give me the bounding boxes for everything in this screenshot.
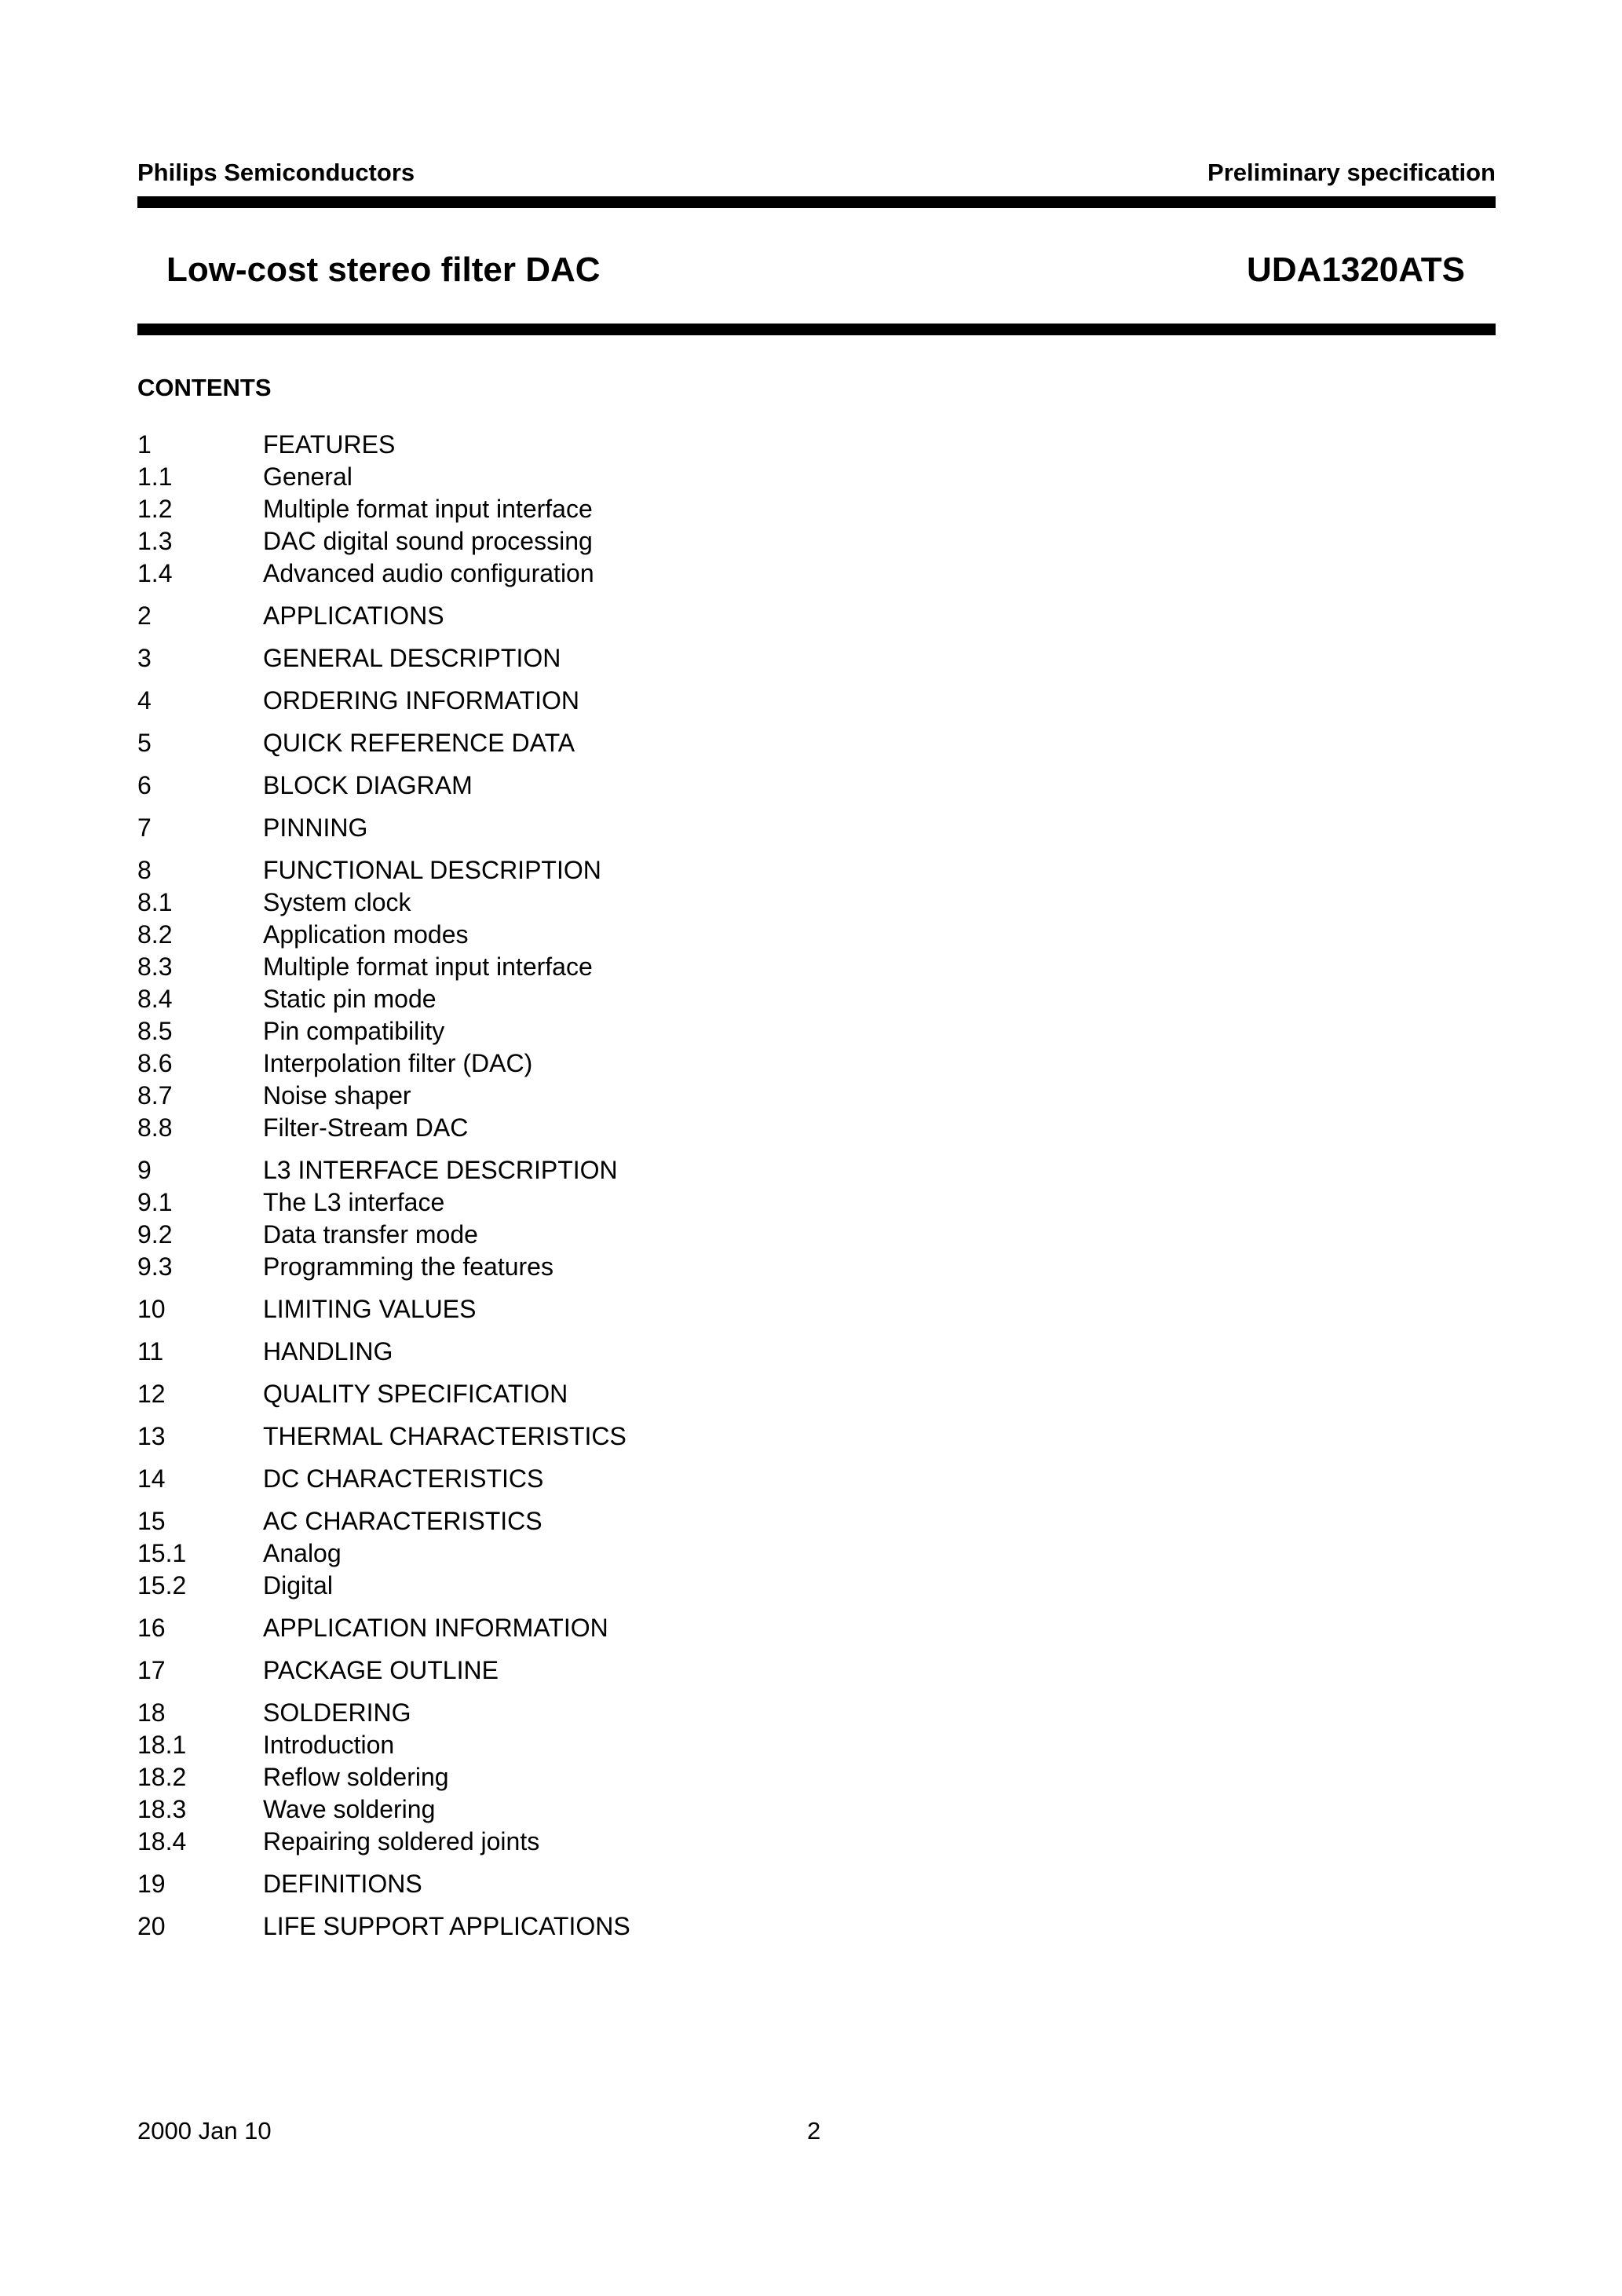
footer-date: 2000 Jan 10 xyxy=(137,2117,272,2144)
toc-entry-title: LIMITING VALUES xyxy=(263,1295,477,1323)
toc-entry-title: Static pin mode xyxy=(263,985,437,1013)
toc-entry-title: System clock xyxy=(263,888,411,916)
toc-entry-title: FUNCTIONAL DESCRIPTION xyxy=(263,856,601,884)
toc-entry-title: LIFE SUPPORT APPLICATIONS xyxy=(263,1912,630,1940)
toc-entry xyxy=(137,1826,1080,1858)
toc-entry-number: 9.2 xyxy=(137,1220,173,1249)
toc-entry xyxy=(137,642,1080,675)
toc-entry-number: 8.5 xyxy=(137,1017,173,1045)
toc-entry xyxy=(137,983,1080,1015)
toc-entry-title: Pin compatibility xyxy=(263,1017,445,1045)
toc-entry xyxy=(137,461,1080,493)
toc-entry xyxy=(137,1293,1080,1325)
toc-entry-title: QUALITY SPECIFICATION xyxy=(263,1380,568,1408)
toc-entry-title: Analog xyxy=(263,1539,342,1567)
toc-entry-number: 1.4 xyxy=(137,559,173,587)
toc-entry xyxy=(137,1654,1080,1687)
toc-entry-title: Data transfer mode xyxy=(263,1220,478,1249)
toc-entry xyxy=(137,1793,1080,1826)
toc-entry-number: 18.1 xyxy=(137,1731,187,1759)
toc-entry-title: APPLICATION INFORMATION xyxy=(263,1614,608,1642)
toc-entry-number: 10 xyxy=(137,1295,166,1323)
toc-entry xyxy=(137,1729,1080,1761)
toc-entry-number: 1.1 xyxy=(137,462,173,491)
toc-entry-title: FEATURES xyxy=(263,430,396,459)
toc-entry-title: Introduction xyxy=(263,1731,395,1759)
toc-entry xyxy=(137,1463,1080,1495)
toc-entry-title: THERMAL CHARACTERISTICS xyxy=(263,1422,627,1450)
toc-entry-title: QUICK REFERENCE DATA xyxy=(263,729,575,757)
toc-entry-number: 9.1 xyxy=(137,1188,173,1216)
company-name: Philips Semiconductors xyxy=(137,159,415,186)
toc-entry xyxy=(137,1537,1080,1570)
toc-entry-number: 8.8 xyxy=(137,1113,173,1142)
toc-entry xyxy=(137,525,1080,558)
table-of-contents xyxy=(137,429,1080,1943)
toc-entry xyxy=(137,493,1080,525)
toc-entry-title: DEFINITIONS xyxy=(263,1870,422,1898)
toc-entry-number: 8.4 xyxy=(137,985,173,1013)
toc-entry xyxy=(137,1420,1080,1453)
toc-entry-number: 15 xyxy=(137,1507,166,1535)
toc-entry-number: 18 xyxy=(137,1698,166,1727)
toc-entry xyxy=(137,887,1080,919)
toc-entry xyxy=(137,1047,1080,1080)
contents-heading: CONTENTS xyxy=(137,374,272,401)
toc-entry-title: Multiple format input interface xyxy=(263,495,593,523)
toc-entry xyxy=(137,1505,1080,1537)
toc-entry-number: 8.1 xyxy=(137,888,173,916)
toc-entry-number: 8.2 xyxy=(137,920,173,949)
toc-entry xyxy=(137,1378,1080,1410)
toc-entry-title: DAC digital sound processing xyxy=(263,527,593,555)
toc-entry-title: Filter-Stream DAC xyxy=(263,1113,469,1142)
toc-entry xyxy=(137,1336,1080,1368)
toc-entry-number: 1 xyxy=(137,430,152,459)
toc-entry-number: 14 xyxy=(137,1464,166,1493)
toc-entry xyxy=(137,558,1080,590)
toc-entry xyxy=(137,685,1080,717)
toc-entry-title: Interpolation filter (DAC) xyxy=(263,1049,533,1077)
product-description: Low-cost stereo filter DAC xyxy=(166,250,601,289)
toc-entry-number: 8.7 xyxy=(137,1081,173,1110)
toc-entry-title: The L3 interface xyxy=(263,1188,445,1216)
toc-entry xyxy=(137,1761,1080,1793)
toc-entry-number: 8.3 xyxy=(137,952,173,981)
toc-entry-number: 20 xyxy=(137,1912,166,1940)
header-rule-top xyxy=(137,196,1496,208)
toc-entry-number: 7 xyxy=(137,813,152,842)
toc-entry-number: 9.3 xyxy=(137,1252,173,1281)
toc-entry xyxy=(137,1910,1080,1943)
toc-entry xyxy=(137,727,1080,759)
toc-entry xyxy=(137,1112,1080,1144)
toc-entry-number: 11 xyxy=(137,1337,164,1366)
toc-entry xyxy=(137,1697,1080,1729)
toc-entry-number: 9 xyxy=(137,1156,152,1184)
toc-entry xyxy=(137,1219,1080,1251)
toc-entry-number: 5 xyxy=(137,729,152,757)
toc-entry xyxy=(137,1080,1080,1112)
toc-entry xyxy=(137,429,1080,461)
toc-entry-title: PINNING xyxy=(263,813,368,842)
toc-entry-title: BLOCK DIAGRAM xyxy=(263,771,473,799)
toc-entry-title: SOLDERING xyxy=(263,1698,411,1727)
toc-entry xyxy=(137,812,1080,844)
toc-entry xyxy=(137,1186,1080,1219)
toc-entry-number: 3 xyxy=(137,644,152,672)
page-number: 2 xyxy=(807,2117,821,2144)
toc-entry xyxy=(137,1154,1080,1186)
toc-entry-number: 15.2 xyxy=(137,1571,187,1600)
toc-entry xyxy=(137,1570,1080,1602)
toc-entry-number: 8 xyxy=(137,856,152,884)
toc-entry-title: Digital xyxy=(263,1571,333,1600)
toc-entry-title: DC CHARACTERISTICS xyxy=(263,1464,544,1493)
toc-entry-number: 16 xyxy=(137,1614,166,1642)
toc-entry-number: 19 xyxy=(137,1870,166,1898)
toc-entry-title: Repairing soldered joints xyxy=(263,1827,540,1855)
part-number: UDA1320ATS xyxy=(1247,250,1465,289)
toc-entry-number: 8.6 xyxy=(137,1049,173,1077)
toc-entry-title: Programming the features xyxy=(263,1252,553,1281)
toc-entry xyxy=(137,1015,1080,1047)
toc-entry xyxy=(137,951,1080,983)
toc-entry-title: Multiple format input interface xyxy=(263,952,593,981)
toc-entry-title: Advanced audio configuration xyxy=(263,559,594,587)
document-status: Preliminary specification xyxy=(1207,159,1496,186)
toc-entry-title: Wave soldering xyxy=(263,1795,436,1823)
toc-entry-number: 2 xyxy=(137,601,152,630)
toc-entry xyxy=(137,770,1080,802)
toc-entry-number: 1.2 xyxy=(137,495,173,523)
toc-entry xyxy=(137,1612,1080,1644)
toc-entry-number: 18.2 xyxy=(137,1763,187,1791)
toc-entry-title: Reflow soldering xyxy=(263,1763,449,1791)
toc-entry-number: 12 xyxy=(137,1380,166,1408)
toc-entry xyxy=(137,919,1080,951)
toc-entry-title: HANDLING xyxy=(263,1337,393,1366)
toc-entry-title: ORDERING INFORMATION xyxy=(263,686,579,715)
toc-entry-title: Noise shaper xyxy=(263,1081,411,1110)
toc-entry-title: APPLICATIONS xyxy=(263,601,444,630)
toc-entry-number: 4 xyxy=(137,686,152,715)
toc-entry xyxy=(137,854,1080,887)
toc-entry-title: AC CHARACTERISTICS xyxy=(263,1507,542,1535)
toc-entry-title: General xyxy=(263,462,353,491)
toc-entry xyxy=(137,1251,1080,1283)
toc-entry-number: 15.1 xyxy=(137,1539,187,1567)
toc-entry-number: 6 xyxy=(137,771,152,799)
toc-entry-number: 1.3 xyxy=(137,527,173,555)
toc-entry-title: L3 INTERFACE DESCRIPTION xyxy=(263,1156,618,1184)
toc-entry xyxy=(137,1868,1080,1900)
toc-entry-number: 13 xyxy=(137,1422,166,1450)
toc-entry-title: PACKAGE OUTLINE xyxy=(263,1656,499,1684)
toc-entry-number: 18.4 xyxy=(137,1827,187,1855)
toc-entry-title: Application modes xyxy=(263,920,469,949)
toc-entry xyxy=(137,600,1080,632)
toc-entry-title: GENERAL DESCRIPTION xyxy=(263,644,561,672)
toc-entry-number: 17 xyxy=(137,1656,166,1684)
header-rule-bottom xyxy=(137,324,1496,335)
toc-entry-number: 18.3 xyxy=(137,1795,187,1823)
